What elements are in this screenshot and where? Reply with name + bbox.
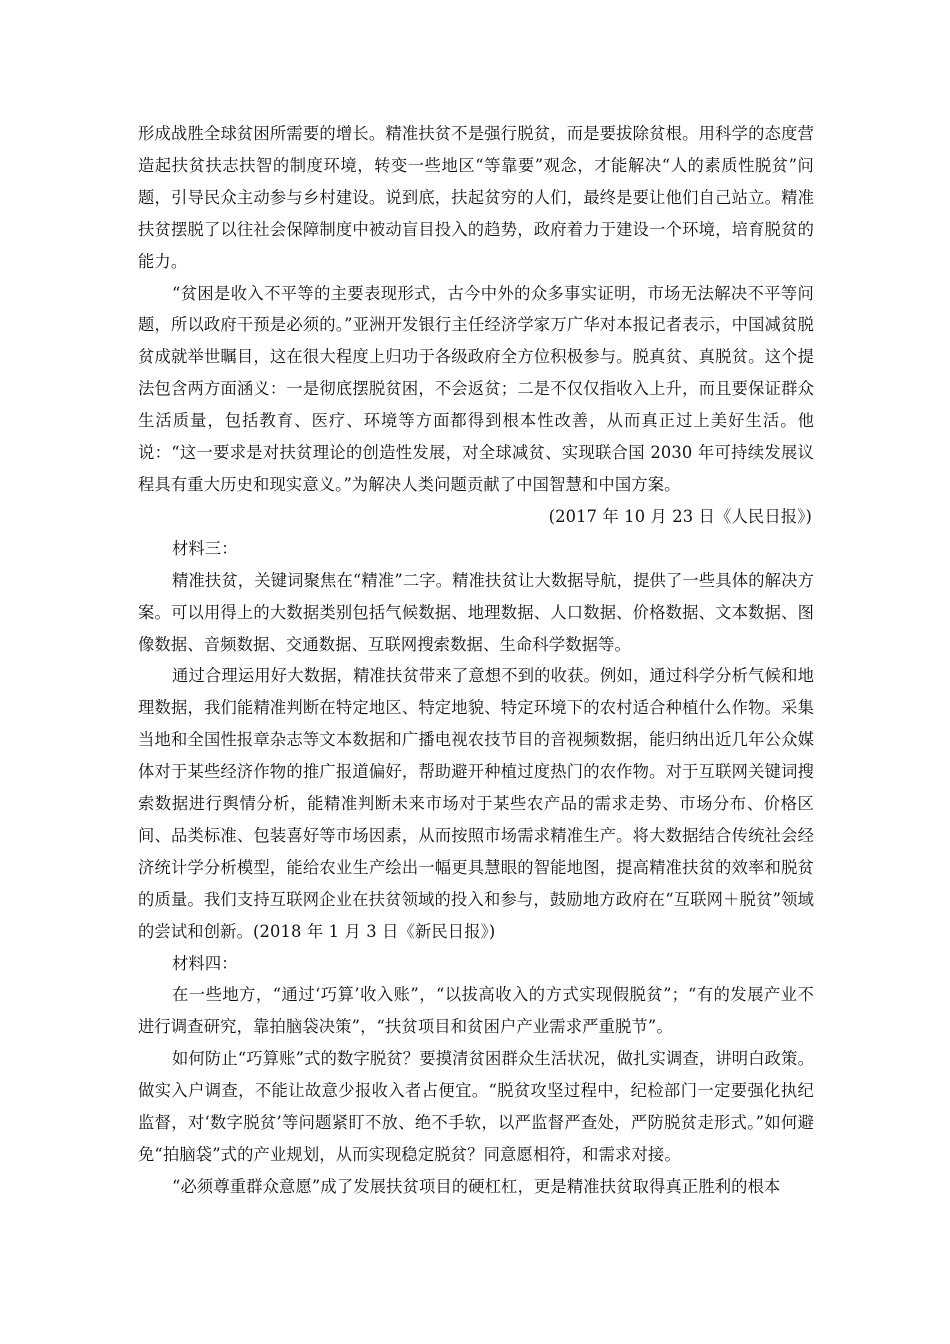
paragraph-1: 形成战胜全球贫困所需要的增长。精准扶贫不是强行脱贫，而是要拔除贫根。用科学的态度营造起扶贫扶志扶智的制度环境，转变一些地区“等靠要”观念，才能解决“人的素质性脱贫”问题，引导民众主动参与乡村建设。说到底，扶起贫穷的人们，最终是要让他们自己站立。精准扶贫摆脱了以往社会保障制度中被动盲目投入的趋势，政府着力于建设一个环境，培育脱贫的能力。 <box>138 124 814 271</box>
heading-material-4: 材料四： <box>172 953 238 973</box>
article-text <box>138 118 814 1203</box>
paragraph-7: “必须尊重群众意愿”成了发展扶贫项目的硬杠杠，更是精准扶贫取得真正胜利的根本 <box>172 1176 781 1196</box>
paragraph-2: “贫困是收入不平等的主要表现形式，古今中外的众多事实证明，市场无法解决不平等问题，所以政府干预是必须的。”亚洲开发银行主任经济学家万广华对本报记者表示，中国减贫脱贫成就举世瞩目，这在很大程度上归功于各级政府全方位积极参与。脱真贫、真脱贫。这个提法包含两方面涵义：一是彻底摆脱贫困，不会返贫；二是不仅仅指收入上升，而且要保证群众生活质量，包括教育、医疗、环境等方面都得到根本性改善，从而真正过上美好生活。他说：“这一要求是对扶贫理论的创造性发展，对全球减贫、实现联合国 2030 年可持续发展议程具有重大历史和现实意义。”为解决人类问题贡献了中国智慧和中国方案。 <box>138 283 814 494</box>
paragraph-5: 在一些地方，“通过‘巧算’收入账”，“以拔高收入的方式实现假脱贫”；“有的发展产业不进行调查研究，靠拍脑袋决策”，“扶贫项目和贫困户产业需求严重脱节”。 <box>138 985 814 1037</box>
paragraph-4: 通过合理运用好大数据，精准扶贫带来了意想不到的收获。例如，通过科学分析气候和地理数据，我们能精准判断在特定地区、特定地貌、特定环境下的农村适合种植什么作物。采集当地和全国性报章杂志等文本数据和广播电视农技节目的音视频数据，能归纳出近几年公众媒体对于某些经济作物的推广报道偏好，帮助避开种植过度热门的农作物。对于互联网关键词搜索数据进行舆情分析，能精准判断未来市场对于某些农产品的需求走势、市场分布、价格区间、品类标准、包装喜好等市场因素，从而按照市场需求精准生产。将大数据结合传统社会经济统计学分析模型，能给农业生产绘出一幅更具慧眼的智能地图，提高精准扶贫的效率和脱贫的质量。我们支持互联网企业在扶贫领域的投入和参与，鼓励地方政府在“互联网＋脱贫”领域的尝试和创新。(2018 年 1 月 3 日《新民日报》) <box>138 666 814 941</box>
paragraph-3: 精准扶贫，关键词聚焦在“精准”二字。精准扶贫让大数据导航，提供了一些具体的解决方案。可以用得上的大数据类别包括气候数据、地理数据、人口数据、价格数据、文本数据、图像数据、音频数据、交通数据、互联网搜索数据、生命科学数据等。 <box>138 570 814 654</box>
paragraph-6: 如何防止“巧算账”式的数字脱贫？要摸清贫困群众生活状况，做扎实调查，讲明白政策。做实入户调查，不能让故意少报收入者占便宜。“脱贫攻坚过程中，纪检部门一定要强化执纪监督，对‘数字脱贫’等问题紧盯不放、绝不手软，以严监督严查处，严防脱贫走形式。”如何避免“拍脑袋”式的产业规划，从而实现稳定脱贫？同意愿相符，和需求对接。 <box>138 1049 814 1164</box>
citation-renmin-ribao: (2017 年 10 月 23 日《人民日报》) <box>548 506 812 526</box>
heading-material-3: 材料三： <box>172 538 238 558</box>
